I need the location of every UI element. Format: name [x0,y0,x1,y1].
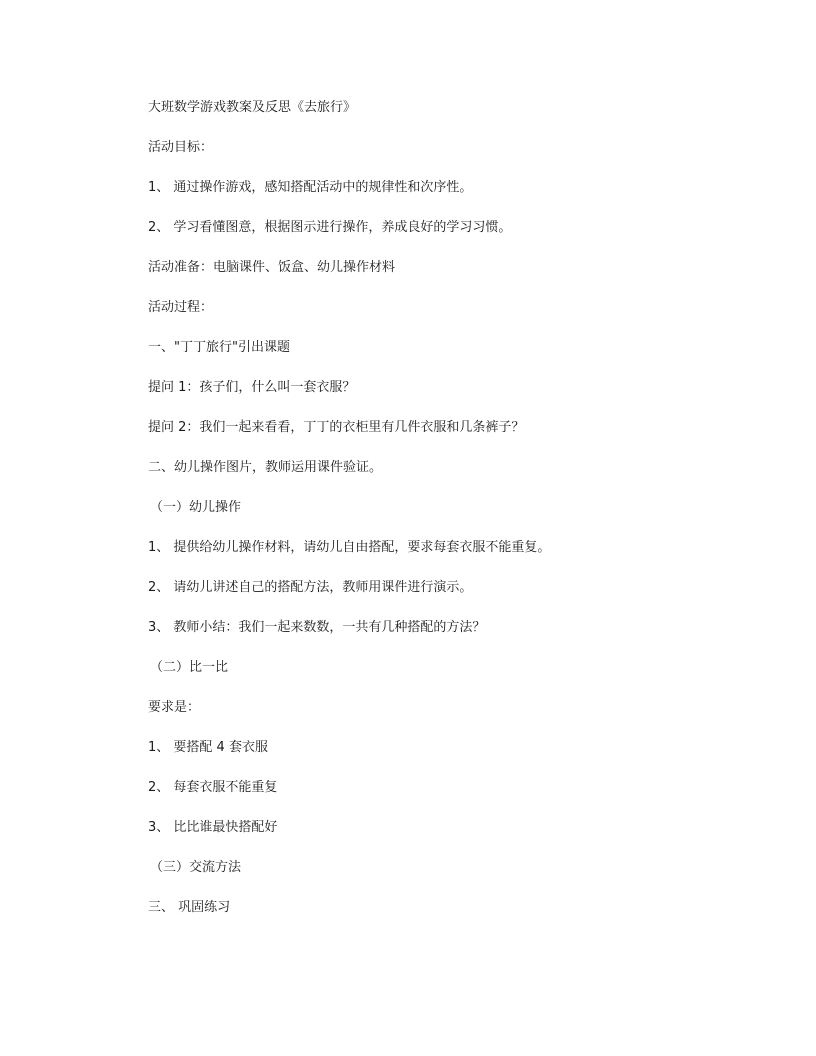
operate-item-3: 3、 教师小结：我们一起来数数，一共有几种搭配的方法？ [148,620,486,635]
goal-item-2: 2、 学习看懂图意，根据图示进行操作，养成良好的学习习惯。 [148,220,512,235]
step-heading-2: 二、幼儿操作图片，教师运用课件验证。 [148,460,383,475]
section-heading-process: 活动过程： [148,300,214,315]
question-1: 提问 1：孩子们，什么叫一套衣服？ [148,380,356,395]
requirement-item-1: 1、 要搭配 4 套衣服 [148,740,268,755]
operate-item-1: 1、 提供给幼儿操作材料，请幼儿自由搭配，要求每套衣服不能重复。 [148,540,551,555]
step-heading-3: 三、 巩固练习 [148,900,231,915]
operate-item-2: 2、 请幼儿讲述自己的搭配方法，教师用课件进行演示。 [148,580,473,595]
requirements-label: 要求是： [148,700,201,715]
step-heading-1: 一、"丁丁旅行"引出课题 [148,340,290,355]
document-body [148,98,708,938]
requirement-item-3: 3、 比比谁最快搭配好 [148,820,278,835]
question-2: 提问 2：我们一起来看看，丁丁的衣柜里有几件衣服和几条裤子？ [148,420,525,435]
sub-heading-operate: （一）幼儿操作 [150,500,242,515]
goal-item-1: 1、 通过操作游戏，感知搭配活动中的规律性和次序性。 [148,180,473,195]
document-title: 大班数学游戏教案及反思《去旅行》 [148,100,357,115]
preparation-line: 活动准备：电脑课件、饭盒、幼儿操作材料 [148,260,396,275]
sub-heading-compare: （二）比一比 [150,660,229,675]
requirement-item-2: 2、 每套衣服不能重复 [148,780,278,795]
section-heading-goals: 活动目标： [148,140,214,155]
sub-heading-exchange: （三）交流方法 [150,860,242,875]
